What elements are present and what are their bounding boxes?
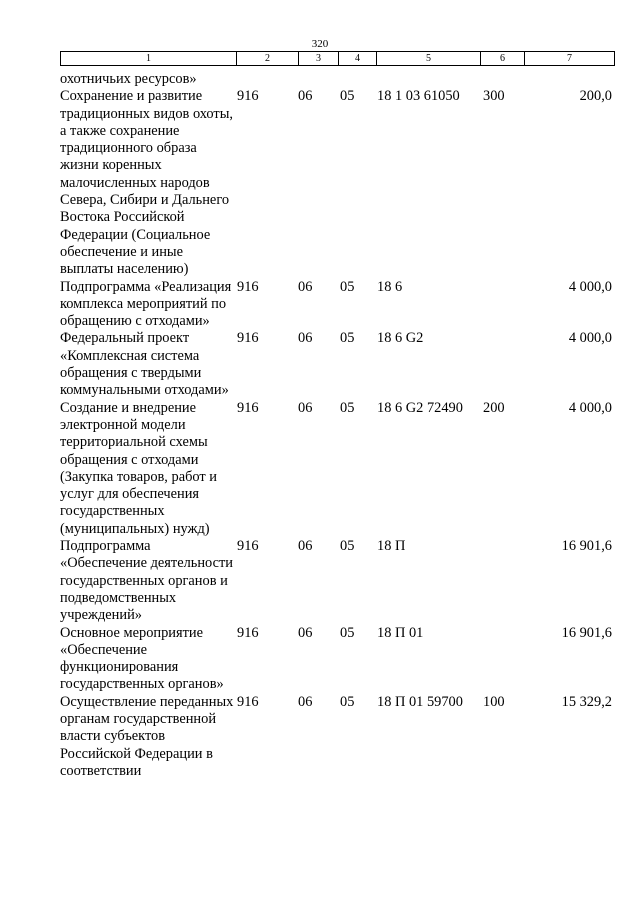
row-name: Сохранение и развитие традиционных видов охоты, а также сохранение традиционного образа жизни коренных малочисленных народов Севера, Сибири и Дальнего Востока Российской Федерации (Социальное обеспечение и иные выплаты населению): [60, 88, 233, 278]
budget-table: [60, 71, 614, 780]
row-name: Основное мероприятие «Обеспечение функционирования государственных органов»: [60, 624, 224, 693]
target-article-code: 18 6: [377, 278, 403, 295]
section-code: 06: [298, 399, 313, 416]
expense-type-code: [480, 330, 524, 399]
table-row: [60, 625, 614, 694]
ministry-code: [236, 71, 298, 88]
amount-value: 200,0: [579, 88, 612, 105]
table-row: [60, 71, 614, 88]
section-code: 06: [298, 278, 313, 295]
table-row: [60, 330, 614, 399]
section-code: 06: [298, 624, 313, 641]
expense-type-code: 300: [483, 88, 505, 105]
expense-type-code: 200: [483, 399, 505, 416]
amount-value: [524, 71, 614, 88]
row-name: Федеральный проект «Комплексная система обращения с твердыми коммунальными отходами»: [60, 330, 229, 399]
page-number: 320: [311, 38, 329, 50]
expense-type-code: [480, 279, 524, 331]
section-code: 06: [298, 693, 313, 710]
expense-type-code: [480, 538, 524, 624]
table-row: [60, 279, 614, 331]
section-code: 06: [298, 538, 313, 555]
amount-value: 4 000,0: [568, 330, 612, 347]
ministry-code: 916: [237, 693, 259, 710]
row-name: Подпрограмма «Реализация комплекса мероприятий по обращению с отходами»: [60, 278, 232, 330]
section-code: 06: [298, 330, 313, 347]
table-row: [60, 694, 614, 780]
expense-type-code: [480, 625, 524, 694]
target-article-code: 18 6 G2: [377, 330, 424, 347]
target-article-code: 18 6 G2 72490: [377, 399, 463, 416]
column-number-2: 2: [237, 52, 299, 66]
row-name: Создание и внедрение электронной модели территориальной схемы обращения с отходами (Закупка товаров, работ и услуг для обеспечения государственных (муниципальных) нужд): [60, 399, 217, 537]
subsection-code: 05: [340, 538, 355, 555]
ministry-code: 916: [237, 399, 259, 416]
ministry-code: 916: [237, 538, 259, 555]
column-number-1: 1: [61, 52, 237, 66]
table-row: [60, 88, 614, 278]
amount-value: 15 329,2: [561, 693, 612, 710]
column-number-3: 3: [299, 52, 339, 66]
amount-value: 4 000,0: [568, 278, 612, 295]
table-row: [60, 538, 614, 624]
column-number-4: 4: [339, 52, 377, 66]
budget-table-body: [60, 71, 614, 780]
subsection-code: [338, 71, 376, 88]
amount-value: 16 901,6: [561, 538, 612, 555]
target-article-code: 18 П 01 59700: [377, 693, 463, 710]
subsection-code: 05: [340, 88, 355, 105]
expense-type-code: 100: [483, 693, 505, 710]
section-code: [298, 71, 338, 88]
section-code: 06: [298, 88, 313, 105]
row-name: Подпрограмма «Обеспечение деятельности государственных органов и подведомственных учреждений»: [60, 538, 233, 624]
target-article-code: [376, 71, 480, 88]
column-number-5: 5: [377, 52, 481, 66]
target-article-code: 18 П: [377, 538, 406, 555]
column-number-header: [60, 51, 615, 66]
table-row: [60, 400, 614, 538]
row-name: Осуществление переданных органам государственной власти субъектов Российской Федерации в соответствии: [60, 693, 234, 779]
subsection-code: 05: [340, 693, 355, 710]
target-article-code: 18 1 03 61050: [377, 88, 460, 105]
ministry-code: 916: [237, 624, 259, 641]
row-name: охотничьих ресурсов»: [60, 71, 197, 87]
column-number-7: 7: [525, 52, 615, 66]
subsection-code: 05: [340, 399, 355, 416]
column-number-6: 6: [481, 52, 525, 66]
ministry-code: 916: [237, 88, 259, 105]
subsection-code: 05: [340, 278, 355, 295]
ministry-code: 916: [237, 330, 259, 347]
amount-value: 4 000,0: [568, 399, 612, 416]
ministry-code: 916: [237, 278, 259, 295]
target-article-code: 18 П 01: [377, 624, 424, 641]
amount-value: 16 901,6: [561, 624, 612, 641]
subsection-code: 05: [340, 330, 355, 347]
subsection-code: 05: [340, 624, 355, 641]
expense-type-code: [480, 71, 524, 88]
